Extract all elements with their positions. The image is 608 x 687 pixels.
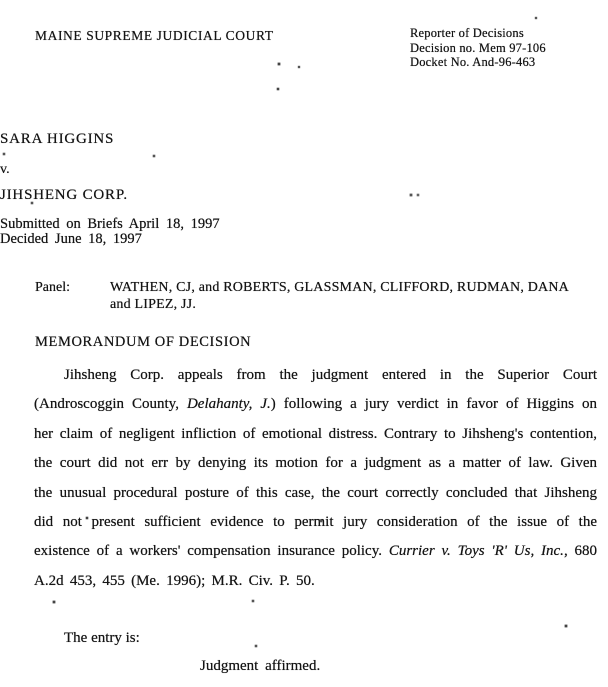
panel-label: Panel: bbox=[35, 280, 70, 295]
plaintiff-name: SARA HIGGINS bbox=[0, 131, 115, 147]
court-name: MAINE SUPREME JUDICIAL COURT bbox=[35, 28, 274, 43]
text-segment: , 680 A.2d 453, 455 (Me. 1996); M.R. Civ. P. 50. bbox=[34, 543, 598, 589]
italic-text-segment: Currier v. Toys 'R' Us, Inc. bbox=[388, 543, 564, 560]
defendant-name: JIHSHENG CORP. bbox=[0, 187, 128, 203]
scan-speck-layer bbox=[0, 0, 2, 2]
docket-number: Docket No. And-96-463 bbox=[410, 55, 536, 69]
panel-section bbox=[35, 279, 580, 313]
decided-date: Decided June 18, 1997 bbox=[0, 231, 142, 247]
text-segment: Jihsheng Corp. appeals from the judgment entered in the Superior Court (Androscoggin County, bbox=[34, 367, 597, 413]
decision-number: Decision no. Mem 97-106 bbox=[410, 40, 546, 55]
memorandum-heading: MEMORANDUM OF DECISION bbox=[35, 334, 252, 350]
versus-label: v. bbox=[0, 162, 10, 177]
judgment-entry: Judgment affirmed. bbox=[200, 658, 321, 674]
text-segment: ) following a jury verdict in favor of Higgins on her claim of negligent infliction of emotional distress. Contrary to Jihsheng's contention, the court did not err by denying its motion for a judgment as a matter of law. Given the unusual procedural posture of this case, the court correctly concluded that Jihsheng did not present sufficient evidence to permit jury consideration of the issue of the existence of a workers' compensation insurance policy. bbox=[34, 396, 597, 560]
italic-text-segment: Delahanty, J. bbox=[186, 396, 271, 413]
submitted-date: Submitted on Briefs April 18, 1997 bbox=[0, 216, 220, 232]
entry-intro: The entry is: bbox=[64, 630, 140, 646]
panel-members: WATHEN, CJ, and ROBERTS, GLASSMAN, CLIFFORD, RUDMAN, DANA and LIPEZ, JJ. bbox=[110, 280, 569, 312]
reporter-line: Reporter of Decisions bbox=[410, 26, 524, 40]
decision-paragraph bbox=[34, 361, 597, 596]
reporter-block bbox=[410, 26, 546, 70]
